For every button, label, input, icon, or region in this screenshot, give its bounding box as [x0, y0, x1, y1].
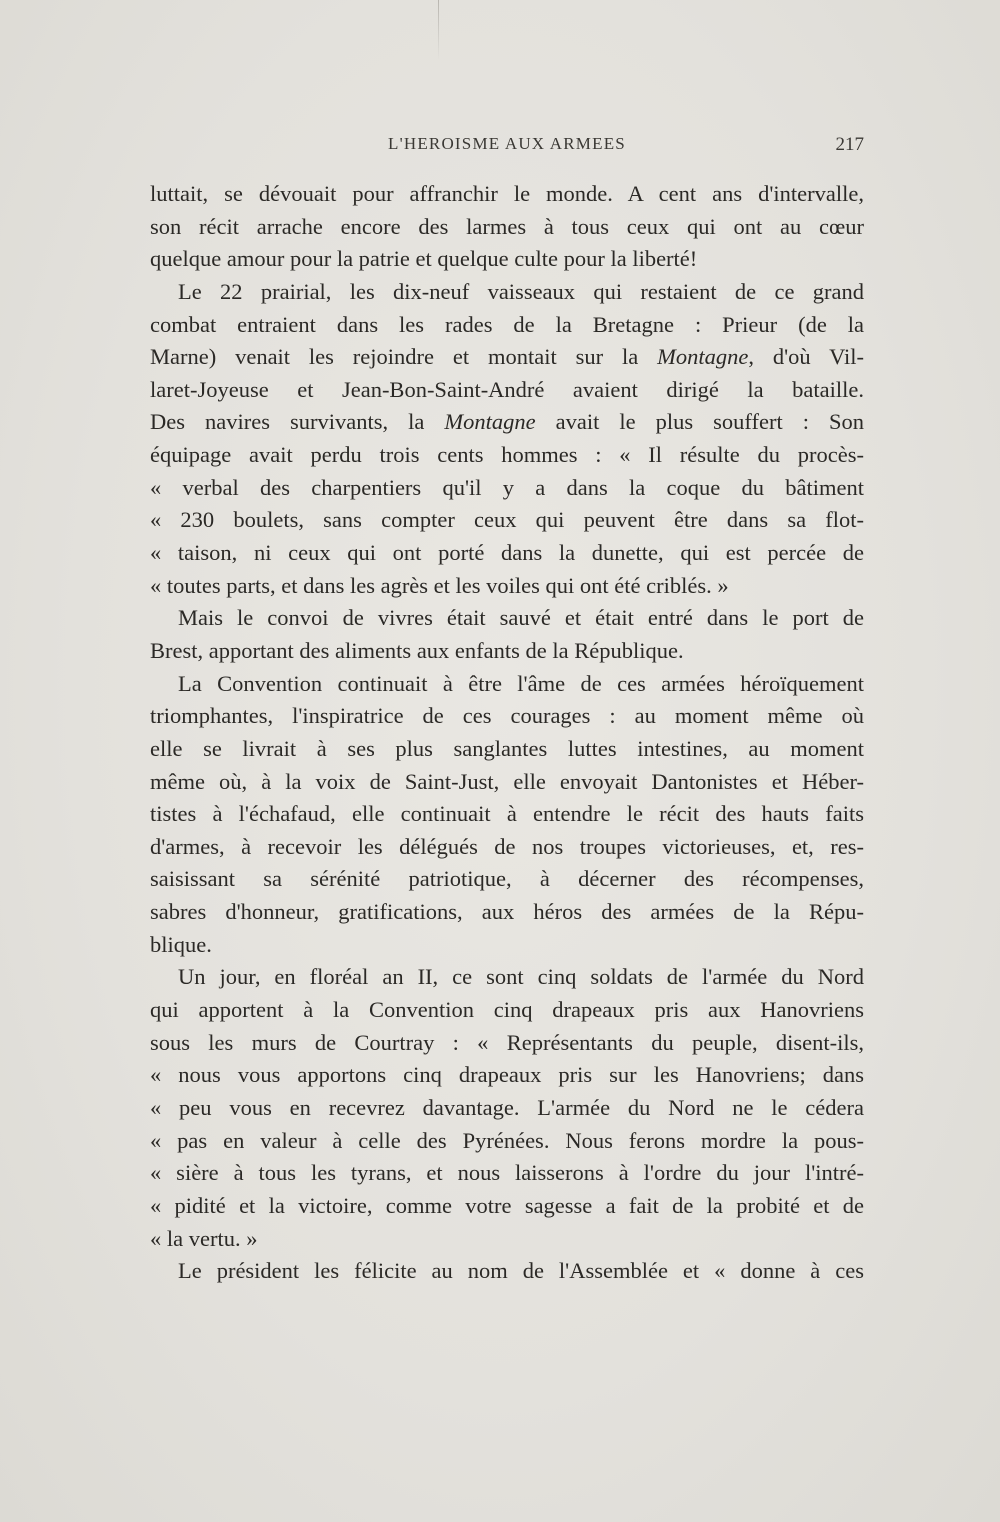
text-line: Marne) venait les rejoindre et montait sur la Montagne, d'où Vil-	[150, 344, 864, 370]
text-line: « pas en valeur à celle des Pyrénées. Nous ferons mordre la pous-	[150, 1127, 864, 1153]
ship-name: Montagne	[657, 344, 749, 370]
text-line: Brest, apportant des aliments aux enfants de la République.	[150, 637, 684, 663]
text-line: blique.	[150, 931, 212, 957]
text-line: équipage avait perdu trois cents hommes : « Il résulte du procès-	[150, 442, 864, 468]
body-text	[150, 178, 864, 1288]
text-line: « peu vous en recevrez davantage. L'armée du Nord ne le cédera	[150, 1094, 864, 1120]
running-header	[150, 134, 864, 162]
text-line: « pidité et la victoire, comme votre sagesse a fait de la probité et de	[150, 1192, 864, 1218]
ship-name: Montagne	[444, 409, 536, 435]
text-line: « sière à tous les tyrans, et nous laisserons à l'ordre du jour l'intré-	[150, 1160, 864, 1186]
text-line: sabres d'honneur, gratifications, aux héros des armées de la Répu-	[150, 899, 864, 925]
text-line: « verbal des charpentiers qu'il y a dans la coque du bâtiment	[150, 474, 864, 500]
page-fold-mark	[438, 0, 439, 60]
running-title: L'HEROISME AUX ARMEES	[388, 134, 626, 153]
page-number: 217	[835, 134, 864, 155]
text-line: saisissant sa sérénité patriotique, à décerner des récompenses,	[150, 866, 864, 892]
text-line: quelque amour pour la patrie et quelque culte pour la liberté!	[150, 246, 698, 272]
text-line: Des navires survivants, la Montagne avait le plus souffert : Son	[150, 409, 864, 435]
text-line: « la vertu. »	[150, 1225, 258, 1251]
text-line: « toutes parts, et dans les agrès et les voiles qui ont été criblés. »	[150, 572, 729, 598]
text-line: Mais le convoi de vivres était sauvé et était entré dans le port de	[178, 605, 864, 631]
text-line: elle se livrait à ses plus sanglantes luttes intestines, au moment	[150, 735, 864, 761]
text-line: La Convention continuait à être l'âme de ces armées héroïquement	[178, 670, 864, 696]
text-line: Le 22 prairial, les dix-neuf vaisseaux qui restaient de ce grand	[178, 278, 864, 304]
text-line: sous les murs de Courtray : « Représentants du peuple, disent-ils,	[150, 1029, 864, 1055]
text-line: combat entraient dans les rades de la Bretagne : Prieur (de la	[150, 311, 864, 337]
text-line: même où, à la voix de Saint-Just, elle envoyait Dantonistes et Héber-	[150, 768, 864, 794]
text-line: Le président les félicite au nom de l'Assemblée et « donne à ces	[178, 1258, 864, 1284]
text-line: triomphantes, l'inspiratrice de ces courages : au moment même où	[150, 703, 864, 729]
text-line: laret-Joyeuse et Jean-Bon-Saint-André avaient dirigé la bataille.	[150, 376, 864, 402]
text-line: qui apportent à la Convention cinq drapeaux pris aux Hanovriens	[150, 997, 864, 1023]
text-line: « nous vous apportons cinq drapeaux pris sur les Hanovriens; dans	[150, 1062, 864, 1088]
text-line: tistes à l'échafaud, elle continuait à entendre le récit des hauts faits	[150, 801, 864, 827]
text-line: « taison, ni ceux qui ont porté dans la dunette, qui est percée de	[150, 540, 864, 566]
text-line: luttait, se dévouait pour affranchir le monde. A cent ans d'intervalle,	[150, 181, 864, 206]
text-line: d'armes, à recevoir les délégués de nos troupes victorieuses, et, res-	[150, 833, 864, 859]
text-line: son récit arrache encore des larmes à tous ceux qui ont au cœur	[150, 213, 864, 239]
text-line: « 230 boulets, sans compter ceux qui peuvent être dans sa flot-	[150, 507, 864, 533]
text-line: Un jour, en floréal an II, ce sont cinq soldats de l'armée du Nord	[178, 964, 864, 990]
